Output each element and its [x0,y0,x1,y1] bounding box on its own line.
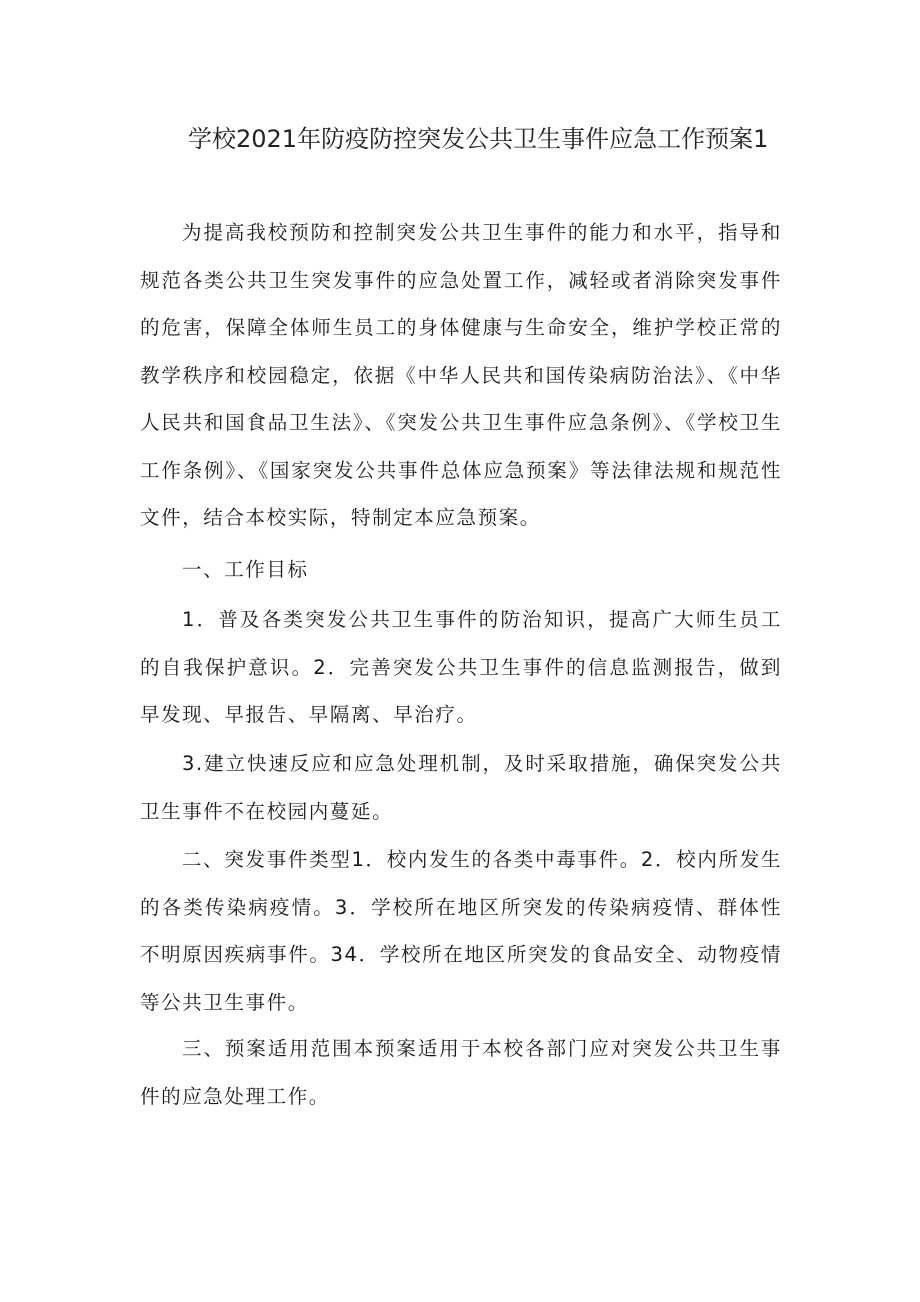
document-title: 学校2021年防疫防控突发公共卫生事件应急工作预案1 [188,125,769,153]
paragraph-event-types: 二、突发事件类型1．校内发生的各类中毒事件。2．校内所发生的各类传染病疫情。3．学校所在地区所突发的传染病疫情、群体性不明原因疾病事件。34．学校所在地区所突发的食品安全、动物疫情等公共卫生事件。 [140,848,782,1014]
paragraph-intro: 为提高我校预防和控制突发公共卫生事件的能力和水平，指导和规范各类公共卫生突发事件的应急处置工作，减轻或者消除突发事件的危害，保障全体师生员工的身体健康与生命安全，维护学校正常的教学秩序和校园稳定，依据《中华人民共和国传染病防治法》、《中华人民共和国食品卫生法》、《突发公共卫生事件应急条例》、《学校卫生工作条例》、《国家突发公共事件总体应急预案》等法律法规和规范性文件，结合本校实际，特制定本应急预案。 [140,221,782,529]
paragraph-goals-3: 3.建立快速反应和应急处理机制，及时采取措施，确保突发公共卫生事件不在校园内蔓延。 [140,752,782,823]
paragraph-scope: 三、预案适用范围本预案适用于本校各部门应对突发公共卫生事件的应急处理工作。 [140,1037,782,1108]
section-heading-goals: 一、工作目标 [182,558,309,581]
paragraph-goals-1-2: 1．普及各类突发公共卫生事件的防治知识，提高广大师生员工的自我保护意识。2．完善突发公共卫生事件的信息监测报告，做到早发现、早报告、早隔离、早治疗。 [140,608,782,726]
